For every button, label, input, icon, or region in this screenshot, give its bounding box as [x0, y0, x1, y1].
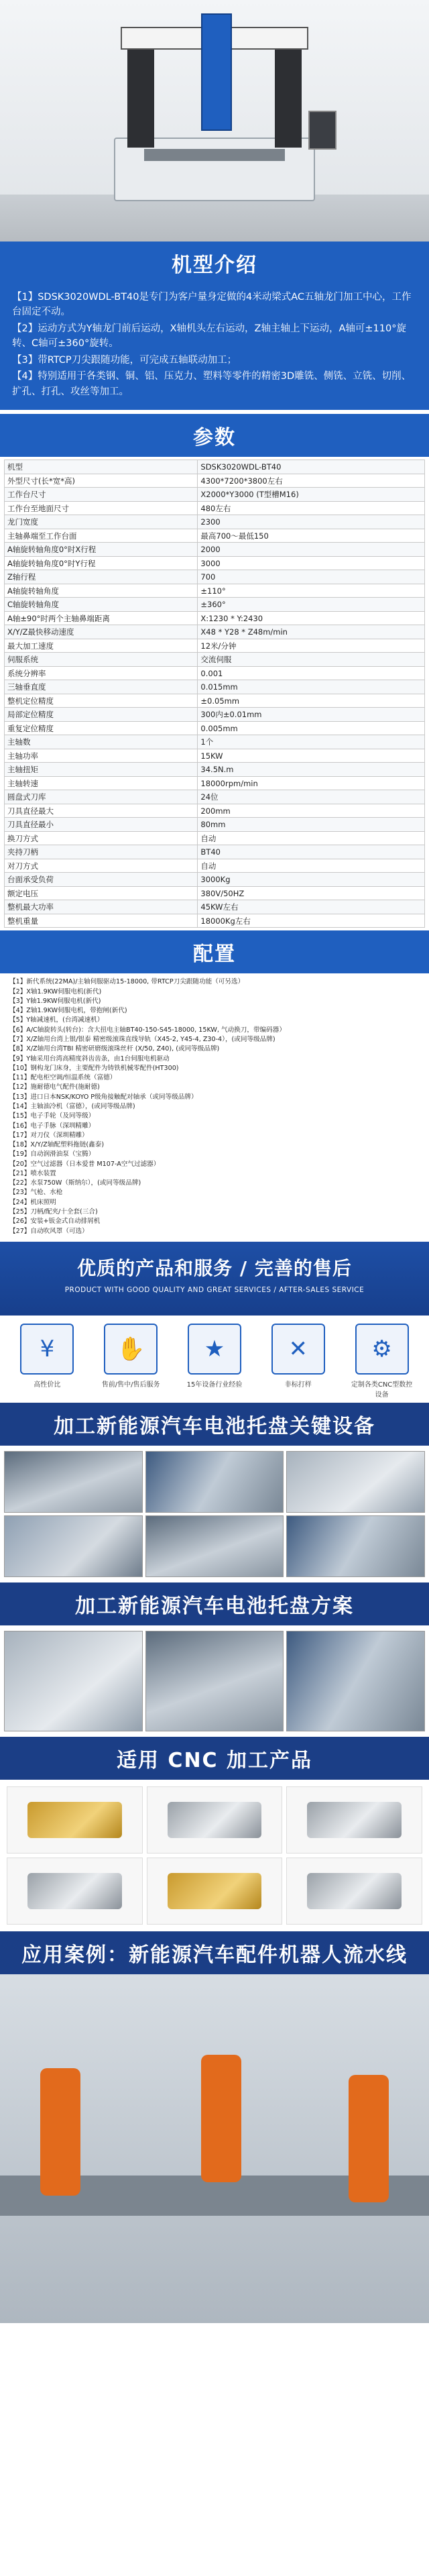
service-banner [0, 1242, 429, 1316]
param-name: 主轴鼻端至工作台面 [5, 529, 198, 543]
param-name: A轴旋转轴角度0°时X行程 [5, 543, 198, 557]
param-name: 主轴数 [5, 735, 198, 749]
table-row [5, 584, 425, 598]
param-value: 380V/50HZ [198, 886, 425, 900]
param-value: 34.5N.m [198, 763, 425, 777]
product-photo [7, 1858, 143, 1925]
solution-photos [0, 1625, 429, 1737]
table-row [5, 639, 425, 653]
service-item [16, 1324, 78, 1399]
param-name: X/Y/Z最快移动速度 [5, 625, 198, 639]
equipment-photo [286, 1451, 425, 1513]
param-name: 刀具直径最小 [5, 818, 198, 832]
param-name: 工作台尺寸 [5, 488, 198, 502]
intro-line: 【4】特别适用于各类钢、铜、铝、压克力、塑料等零件的精密3D雕铣、侧铣、立铣、切削、扩孔、打孔、攻丝等加工。 [12, 371, 412, 397]
config-item: 【24】机床照明 [9, 1198, 56, 1206]
solution-photo [4, 1631, 143, 1731]
param-name: 整机定位精度 [5, 694, 198, 708]
equipment-photos [0, 1446, 429, 1582]
table-row [5, 529, 425, 543]
solution-title: 加工新能源汽车电池托盘方案 [75, 1594, 354, 1618]
table-row [5, 776, 425, 790]
param-name: 龙门宽度 [5, 515, 198, 529]
solution-banner [0, 1582, 429, 1625]
param-name: 系统分辨率 [5, 666, 198, 680]
param-name: 换刀方式 [5, 831, 198, 845]
param-value: 0.005mm [198, 721, 425, 735]
param-value: 480左右 [198, 501, 425, 515]
config-item: 【2】X轴1.9KW伺服电机(新代) [9, 987, 102, 996]
param-value: ±110° [198, 584, 425, 598]
products-banner [0, 1737, 429, 1780]
product-photo [286, 1858, 422, 1925]
application-title: 应用案例：新能源汽车配件机器人流水线 [21, 1943, 408, 1967]
service-label: 售前/售中/售后服务 [101, 1381, 160, 1389]
param-name: 最大加工速度 [5, 639, 198, 653]
config-item: 【20】空气过滤器（日本爱普 M107-A空气过滤器） [9, 1160, 160, 1168]
equipment-photo [4, 1515, 143, 1577]
table-row [5, 556, 425, 570]
product-photos [0, 1780, 429, 1931]
table-row [5, 886, 425, 900]
param-value: X2000*Y3000 (T型槽M16) [198, 488, 425, 502]
config-item: 【11】配电柜空调/恒温系统（富德） [9, 1074, 117, 1082]
config-item: 【5】Y轴减速机，(台湾减速机） [9, 1016, 104, 1024]
service-label: 非标打样 [284, 1381, 312, 1389]
spec-table [4, 460, 425, 928]
config-item: 【25】刀柄/配夹/十全套(三合) [9, 1208, 98, 1216]
params-title: 参数 [193, 426, 236, 450]
handshake-icon: ✋ [104, 1324, 158, 1375]
param-name: 对刀方式 [5, 859, 198, 873]
equipment-banner [0, 1403, 429, 1446]
param-value: 18000Kg左右 [198, 914, 425, 928]
param-value: X:1230 * Y:2430 [198, 611, 425, 625]
service-item [184, 1324, 245, 1399]
table-row [5, 818, 425, 832]
intro-line: 【1】SDSK3020WDL-BT40是专门为客户量身定做的4米动梁式AC五轴龙门加工中心，工作台固定不动。 [12, 292, 412, 318]
config-item: 【14】主轴油冷机（富德），(或同等级品牌) [9, 1102, 135, 1110]
application-banner [0, 1931, 429, 1974]
param-value: X48 * Y28 * Z48m/min [198, 625, 425, 639]
table-row [5, 543, 425, 557]
config-item: 【26】安装+钣金式自动排屑机 [9, 1218, 101, 1226]
param-value: 45KW左右 [198, 900, 425, 914]
service-label: 定制各类CNC型数控设备 [351, 1381, 413, 1399]
service-item [267, 1324, 329, 1399]
param-name: A轴旋转轴角度0°时Y行程 [5, 556, 198, 570]
param-name: 重复定位精度 [5, 721, 198, 735]
table-row [5, 845, 425, 859]
table-row [5, 680, 425, 694]
config-item: 【13】进口日本NSK/KOYO P级角接触配对轴承（或同等级品牌） [9, 1093, 198, 1101]
application-photo [0, 1974, 429, 2323]
product-photo [147, 1786, 283, 1854]
cnc-icon: ⚙ [355, 1324, 409, 1375]
intro-banner [0, 241, 429, 284]
param-value: ±360° [198, 598, 425, 612]
table-row [5, 666, 425, 680]
param-name: 外型尺寸(长*宽*高) [5, 474, 198, 488]
param-name: 三轴垂直度 [5, 680, 198, 694]
param-value: ±0.05mm [198, 694, 425, 708]
param-name: 台面承受负荷 [5, 873, 198, 887]
service-title: 优质的产品和服务 / 完善的售后 [77, 1256, 352, 1279]
table-row [5, 501, 425, 515]
param-name: 主轴扭矩 [5, 763, 198, 777]
equipment-photo [4, 1451, 143, 1513]
config-item: 【10】钢构龙门床身，主要配件为铸铁机械零配件(HT300) [9, 1064, 179, 1072]
param-value: 自动 [198, 831, 425, 845]
config-item: 【21】喷水装置 [9, 1169, 56, 1177]
param-value: 18000rpm/min [198, 776, 425, 790]
config-item: 【9】Y轴采用台湾高精度斜齿齿条，由1台伺服电机驱动 [9, 1055, 170, 1063]
param-value: 2300 [198, 515, 425, 529]
param-name: 局部定位精度 [5, 708, 198, 722]
table-row [5, 914, 425, 928]
table-row [5, 598, 425, 612]
table-row [5, 474, 425, 488]
param-value: 最高700～最低150 [198, 529, 425, 543]
table-row [5, 653, 425, 667]
param-value: BT40 [198, 845, 425, 859]
param-name: 主轴功率 [5, 749, 198, 763]
param-value: 700 [198, 570, 425, 584]
param-name: C轴旋转轴角度 [5, 598, 198, 612]
config-item: 【23】气枪、水枪 [9, 1189, 63, 1197]
table-row [5, 735, 425, 749]
intro-line: 【3】带RTCP刀尖跟随功能，可完成五轴联动加工； [12, 354, 237, 366]
param-value: 24位 [198, 790, 425, 804]
config-item: 【4】Z轴1.9KW伺服电机，带抱闸(新代) [9, 1007, 127, 1015]
table-row [5, 708, 425, 722]
table-row [5, 804, 425, 818]
table-row [5, 831, 425, 845]
config-item: 【1】新代系统(22MA)/主轴伺服驱动15-18000, 带RTCP刀尖跟随功能（可另选） [9, 978, 245, 986]
config-item: 【18】X/Y/Z轴配塑料拖链(鑫泰) [9, 1141, 105, 1149]
table-row [5, 570, 425, 584]
param-name: 圆盘式刀库 [5, 790, 198, 804]
config-item: 【19】自动润滑油泵（宝腾） [9, 1150, 95, 1159]
intro-line: 【2】运动方式为Y轴龙门前后运动，X轴机头左右运动，Z轴主轴上下运动，A轴可±110°旋转、C轴可±360°旋转。 [12, 323, 406, 350]
table-row [5, 873, 425, 887]
param-name: 伺服系统 [5, 653, 198, 667]
param-name: 夹持刀柄 [5, 845, 198, 859]
param-name: 主轴转速 [5, 776, 198, 790]
param-value: 3000Kg [198, 873, 425, 887]
products-title: 适用 CNC 加工产品 [116, 1748, 313, 1772]
intro-text [0, 284, 429, 410]
param-value: 2000 [198, 543, 425, 557]
table-row [5, 900, 425, 914]
config-item: 【22】水泵750W（斯纳尔），(或同等级品牌) [9, 1179, 141, 1187]
param-value: 12米/分钟 [198, 639, 425, 653]
table-row [5, 749, 425, 763]
param-name: 工作台至地面尺寸 [5, 501, 198, 515]
param-name: 额定电压 [5, 886, 198, 900]
param-name: 整机重量 [5, 914, 198, 928]
service-item [100, 1324, 162, 1399]
table-row [5, 790, 425, 804]
prototype-icon: ✕ [271, 1324, 325, 1375]
table-row [5, 625, 425, 639]
config-title: 配置 [193, 943, 236, 967]
solution-photo [145, 1631, 284, 1731]
table-row [5, 859, 425, 873]
table-row [5, 515, 425, 529]
table-row [5, 611, 425, 625]
param-value: 1个 [198, 735, 425, 749]
value-icon: ¥ [20, 1324, 74, 1375]
config-item: 【8】X/Z轴用台湾TBI 精密研磨级滚珠丝杆 (X/50, Z40), (或同等级品牌) [9, 1045, 220, 1053]
param-value: 0.001 [198, 666, 425, 680]
service-subtitle: PRODUCT WITH GOOD QUALITY AND GREAT SERVICES / AFTER-SALES SERVICE [64, 1285, 365, 1294]
param-value: 自动 [198, 859, 425, 873]
table-row [5, 488, 425, 502]
config-item: 【7】X/Z轴用台湾上银/银泰 精密级滚珠直线导轨（X45-2, Y45-4, Z30-4），(或同等级品牌) [9, 1035, 275, 1043]
table-row [5, 721, 425, 735]
equipment-photo [145, 1515, 284, 1577]
param-name: Z轴行程 [5, 570, 198, 584]
equipment-photo [145, 1451, 284, 1513]
param-value: 300内±0.01mm [198, 708, 425, 722]
config-item: 【27】自动吹风罩（可选） [9, 1227, 88, 1235]
service-label: 高性价比 [34, 1381, 61, 1389]
config-item: 【6】A/C轴旋转头(转台)：含大扭电主轴BT40-150-S45-18000, 15KW, 气动换刀，带编码器） [9, 1026, 286, 1034]
config-banner [0, 930, 429, 973]
table-row [5, 694, 425, 708]
param-value: 80mm [198, 818, 425, 832]
config-item: 【15】电子手轮（及同等级） [9, 1112, 95, 1120]
service-label: 15年设备行业经验 [186, 1381, 243, 1389]
robot-arm [201, 2055, 241, 2182]
spindle-head [201, 13, 232, 131]
product-photo [7, 1786, 143, 1854]
service-item [351, 1324, 413, 1399]
experience-icon: ★ [188, 1324, 241, 1375]
param-name: 整机最大功率 [5, 900, 198, 914]
product-photo [286, 1786, 422, 1854]
equipment-title: 加工新能源汽车电池托盘关键设备 [54, 1414, 375, 1438]
equipment-photo [286, 1515, 425, 1577]
param-value: 3000 [198, 556, 425, 570]
param-name: A轴旋转轴角度 [5, 584, 198, 598]
param-value: 15KW [198, 749, 425, 763]
config-list [0, 973, 429, 1242]
control-panel [308, 111, 336, 150]
param-name: 机型 [5, 460, 198, 474]
table-row [5, 460, 425, 474]
param-value: 200mm [198, 804, 425, 818]
config-item: 【3】Y轴1.9KW伺服电机(新代) [9, 997, 101, 1005]
hero-machine-image [0, 0, 429, 241]
robot-arm [40, 2068, 80, 2196]
solution-photo [286, 1631, 425, 1731]
intro-title: 机型介绍 [172, 254, 257, 277]
config-item: 【16】电子手脉（深圳精雕） [9, 1122, 95, 1130]
product-photo [147, 1858, 283, 1925]
param-value: 4300*7200*3800左右 [198, 474, 425, 488]
service-items [0, 1316, 429, 1403]
param-value: SDSK3020WDL-BT40 [198, 460, 425, 474]
param-name: A轴±90°时两个主轴鼻端距离 [5, 611, 198, 625]
params-banner [0, 414, 429, 457]
param-value: 0.015mm [198, 680, 425, 694]
config-item: 【12】施耐德电气配件(施耐德) [9, 1083, 100, 1091]
param-value: 交流伺服 [198, 653, 425, 667]
table-row [5, 763, 425, 777]
config-item: 【17】对刀仪（深圳精雕） [9, 1131, 88, 1139]
robot-arm [349, 2075, 389, 2202]
param-name: 刀具直径最大 [5, 804, 198, 818]
